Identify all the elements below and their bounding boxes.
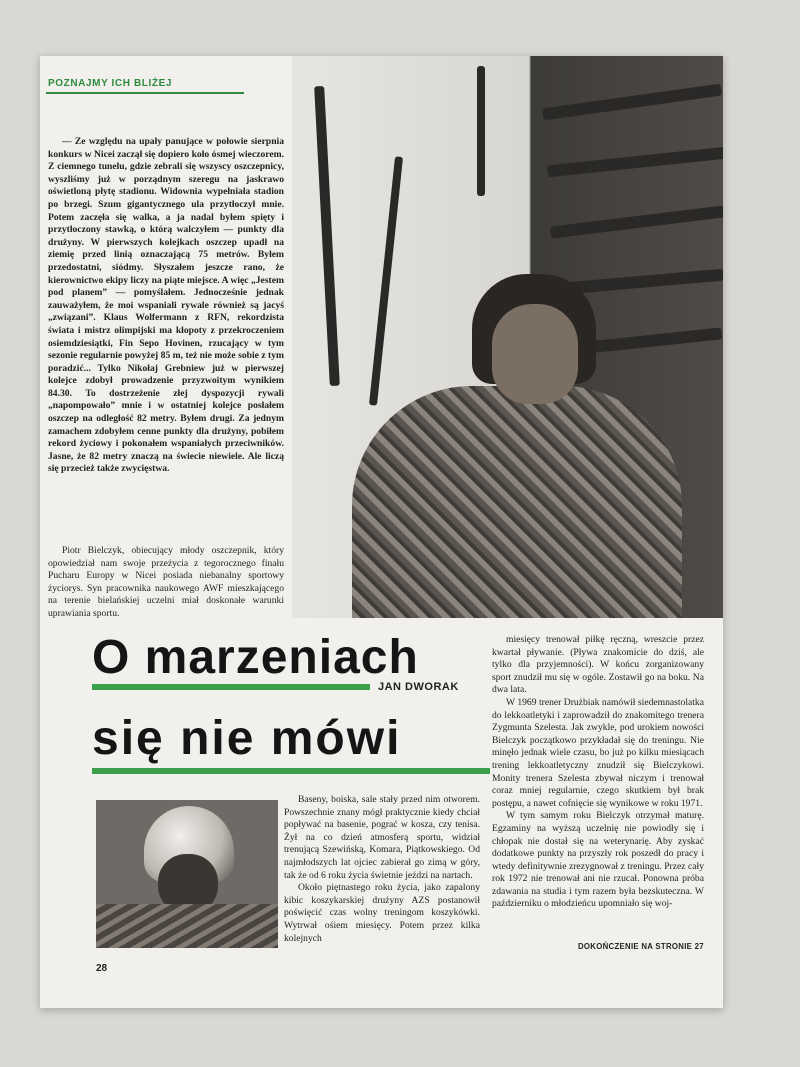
body-column-middle <box>284 794 480 960</box>
headline-line-1: O marzeniach <box>92 631 419 684</box>
intro-bio-text: Piotr Bielczyk, obiecujący młody oszczepnik, który opowiedział nam swoje przeżycia z tegorocznego finału Pucharu Europy w Nicei posiada niebanalny sportowy życiorys. Syn pracownika naukowego AWF mieszkającego na terenie bielańskiej uczelni miał doskonałe warunki uprawiania sportu. <box>48 545 284 619</box>
author-byline: JAN DWORAK <box>378 681 459 693</box>
page-number: 28 <box>96 963 108 974</box>
body-middle-paragraph-1: Baseny, boiska, sale stały przed nim otworem. Powszechnie znany mógł praktycznie kiedy chciał popływać na basenie, pograć w kosza, czy tenisa. Żył na co dzień atmosferą sportu, widział trenującą Szewińską, Komara, Piątkowskiego. Od najmłodszych lat ojciec zabierał go zimą w góry, tak że od 6 roku życia świetnie jeździ na nartach. <box>284 794 480 881</box>
main-photo <box>292 56 723 618</box>
body-right-paragraph-3: W tym samym roku Bielczyk otrzymał maturę. Egzaminy na wyższą uczelnię nie powiodły się i chłopak nie dostał się na weterynarię. Aby zyskać dodatkowe punkty na przyszły rok poszedł do pracy i wtedy definitywnie zrezygnował z treningu. Przez cały rok 1972 nie trenował ani nie rzucał. Ponowna próba zdawania na studia i tym razem była bezskuteczna. W październiku o młodzieńcu upomniało się woj- <box>492 810 704 910</box>
intro-bio-paragraph <box>48 545 284 631</box>
intro-quote-column <box>48 136 284 606</box>
section-label-rule <box>46 92 244 94</box>
body-middle-paragraph-2: Około piętnastego roku życia, jako zapalony kibic koszykarskiej drużyny AZS postanowił poświęcić czas wolny treningom koszykówki. Wytrwał ośiem miesięcy. Potem przez kilka kolejnych <box>284 882 480 944</box>
headline-rule-2 <box>92 768 490 774</box>
body-right-paragraph-2: W 1969 trener Drużbiak namówił siedemnastolatka do lekkoatletyki i zaprowadził do znakomitego trenera Zygmunta Szelesta. Jak zwykle, pod urokiem nowości Bielczyk początkowo przykładał się do treningu. Nie minęło jednak wiele czasu, bo już po kilku miesiącach trening lekkoatletyczny znudził się Bielczykowi. Monity trenera Szelesta zbywał niczym i trenował coraz mniej regularnie, czego skutkiem był brak postępu, a nawet cofnięcie się wynikowe w roku 1971. <box>492 696 704 809</box>
continued-note: DOKOŃCZENIE NA STRONIE 27 <box>578 942 704 951</box>
section-label: POZNAJMY ICH BLIŻEJ <box>48 78 173 89</box>
headline-rule-1 <box>92 684 370 690</box>
body-column-right <box>492 634 704 944</box>
intro-quote-text: — Ze względu na upały panujące w połowie sierpnia konkurs w Nicei zaczął się dopiero koło ósmej wieczorem. Z ciemnego tunelu, gdzie zebrali się wszyscy oszczepnicy, wyszliśmy już w porządnym szeregu na jaskrawo oświetloną płytę stadionu. Widownia wypełniała stadion po brzegi. Szum gigantycznego ula przytłoczył mnie. Potem zaczęła się walka, a ja nadal byłem spięty i przytłoczony stawką, o którą walczyłem — punkty dla drużyny. W pierwszych kolejkach oszczep upadł na ziemię przed linią oznaczającą 75 metrów. Byłem przedostatni, siódmy. Słyszałem jeszcze rano, że kierownictwo ekipy liczy na piąte miejsce. A więc „Jestem pod planem” — pomyślałem. Jednocześnie jednak zauważyłem, że moi wspaniali rywale również są jacyś „związani”. Klaus Wolfermann z RFN, rekordzista świata i mistrz olimpijski ma kłopoty z przekroczeniem osiemdziesiątki, Fin Sepo Hovinen, rzucający w tym sezonie regularnie powyżej 85 m, też nie może sobie z tym poradzić... Tylko Nikołaj Grebniew już w pierwszej kolejce zdobył prowadzenie przyzwoitym wynikiem 84.30. To dostrzeżenie złej dyspozycji rywali „napompowało” mnie i w ostatniej kolejce posłałem oszczep na odległość 82 metry. Byłem drugi. Za jednym zamachem zdobyłem cenne punkty dla drużyny, pobiłem rekord życiowy i pokonałem wspaniałych przeciwników. Jasne, że 82 metry znaczą na świecie niewiele. Ale liczą się przecież także zwycięstwa. <box>48 136 284 475</box>
headline-line-2: się nie mówi <box>92 712 402 765</box>
portrait-photo <box>96 800 278 948</box>
body-right-paragraph-1: miesięcy trenował piłkę ręczną, wreszcie przez kwartał pływanie. (Pływa znakomicie do dziś, ale tylko dla przyjemności). W końcu zorganizowany sport znudził mu się w ogóle. Zostawił go na boku. Na dwa lata. <box>492 634 704 696</box>
